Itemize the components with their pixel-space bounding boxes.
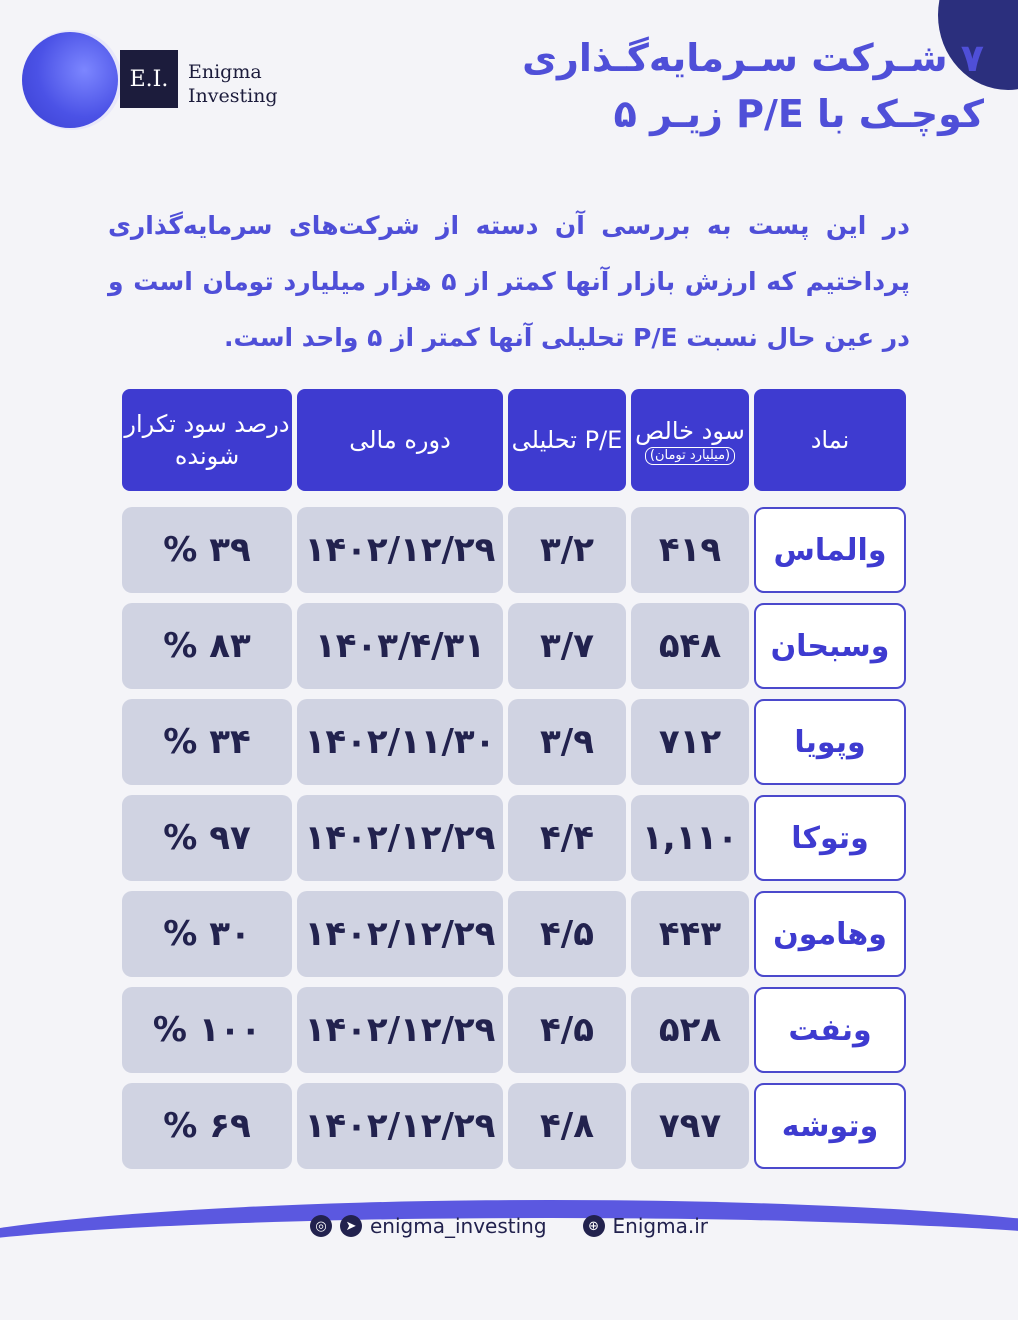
cell-recurring: ۳۰ % xyxy=(122,891,292,977)
table-row xyxy=(120,699,906,785)
cell-symbol: وسبحان xyxy=(754,603,906,689)
logo-mark: E.I. xyxy=(120,50,178,108)
cell-period: ۱۴۰۳/۴/۳۱ xyxy=(297,603,503,689)
cell-recurring: ۳۹ % xyxy=(122,507,292,593)
cell-profit: ۵۲۸ xyxy=(631,987,749,1073)
header-profit xyxy=(631,389,749,491)
instagram-icon: ◎ xyxy=(310,1215,332,1237)
brand-logo xyxy=(22,30,322,130)
cell-pe: ۴/۴ xyxy=(508,795,626,881)
header-profit-label: سود خالص xyxy=(635,417,745,445)
table-row xyxy=(120,603,906,689)
brand-name-line1: Enigma xyxy=(188,61,262,83)
title-line2: کوچـک با P/E زیـر ۵ xyxy=(613,92,984,136)
cell-recurring: ۶۹ % xyxy=(122,1083,292,1169)
intro-paragraph: در این پست به بررسی آن دسته از شرکت‌های سرمایه‌گذاری پرداختیم که ارزش بازار آنها کمتر از ۵ هزار میلیارد تومان است و در عین حال نسبت P/E تحلیلی آنها کمتر از ۵ واحد است. xyxy=(108,211,910,352)
title-line1: ۷ شـرکت سـرمایه‌گـذاری xyxy=(522,36,984,80)
table-row xyxy=(120,1083,906,1169)
footer xyxy=(0,1214,1018,1238)
table-header xyxy=(120,389,906,491)
cell-profit: ۴۱۹ xyxy=(631,507,749,593)
cell-period: ۱۴۰۲/۱۲/۲۹ xyxy=(297,891,503,977)
cell-pe: ۳/۹ xyxy=(508,699,626,785)
cell-symbol: وهامون xyxy=(754,891,906,977)
cell-symbol: وتوشه xyxy=(754,1083,906,1169)
cell-symbol: وتوکا xyxy=(754,795,906,881)
cell-profit: ۴۴۳ xyxy=(631,891,749,977)
companies-table xyxy=(120,389,906,1169)
page-title xyxy=(522,30,984,142)
logo-circle-front xyxy=(22,32,118,128)
cell-recurring: ۱۰۰ % xyxy=(122,987,292,1073)
cell-symbol: والماس xyxy=(754,507,906,593)
cell-pe: ۴/۵ xyxy=(508,891,626,977)
cell-pe: ۴/۵ xyxy=(508,987,626,1073)
cell-profit: ۷۱۲ xyxy=(631,699,749,785)
table-row xyxy=(120,795,906,881)
cell-pe: ۴/۸ xyxy=(508,1083,626,1169)
table-row xyxy=(120,507,906,593)
footer-social[interactable] xyxy=(310,1214,547,1238)
cell-recurring: ۸۳ % xyxy=(122,603,292,689)
header-recurring: درصد سود تکرار شونده xyxy=(122,389,292,491)
cell-recurring: ۹۷ % xyxy=(122,795,292,881)
cell-pe: ۳/۷ xyxy=(508,603,626,689)
brand-name xyxy=(188,60,278,108)
table-row xyxy=(120,891,906,977)
cell-period: ۱۴۰۲/۱۲/۲۹ xyxy=(297,795,503,881)
header-period: دوره مالی xyxy=(297,389,503,491)
header-profit-unit: (میلیارد تومان) xyxy=(645,447,735,465)
cell-period: ۱۴۰۲/۱۱/۳۰ xyxy=(297,699,503,785)
cell-pe: ۳/۲ xyxy=(508,507,626,593)
table-row xyxy=(120,987,906,1073)
cell-period: ۱۴۰۲/۱۲/۲۹ xyxy=(297,987,503,1073)
footer-website[interactable] xyxy=(583,1214,708,1238)
header-pe: P/E تحلیلی xyxy=(508,389,626,491)
cell-period: ۱۴۰۲/۱۲/۲۹ xyxy=(297,507,503,593)
cell-recurring: ۳۴ % xyxy=(122,699,292,785)
header-symbol: نماد xyxy=(754,389,906,491)
cell-symbol: وپویا xyxy=(754,699,906,785)
telegram-icon: ➤ xyxy=(340,1215,362,1237)
globe-icon: ⊕ xyxy=(583,1215,605,1237)
cell-profit: ۷۹۷ xyxy=(631,1083,749,1169)
table-body xyxy=(120,507,906,1169)
cell-profit: ۱,۱۱۰ xyxy=(631,795,749,881)
cell-period: ۱۴۰۲/۱۲/۲۹ xyxy=(297,1083,503,1169)
footer-website-text: Enigma.ir xyxy=(612,1214,708,1238)
footer-social-handle: enigma_investing xyxy=(370,1214,547,1238)
cell-symbol: ونفت xyxy=(754,987,906,1073)
cell-profit: ۵۴۸ xyxy=(631,603,749,689)
brand-name-line2: Investing xyxy=(188,85,278,107)
